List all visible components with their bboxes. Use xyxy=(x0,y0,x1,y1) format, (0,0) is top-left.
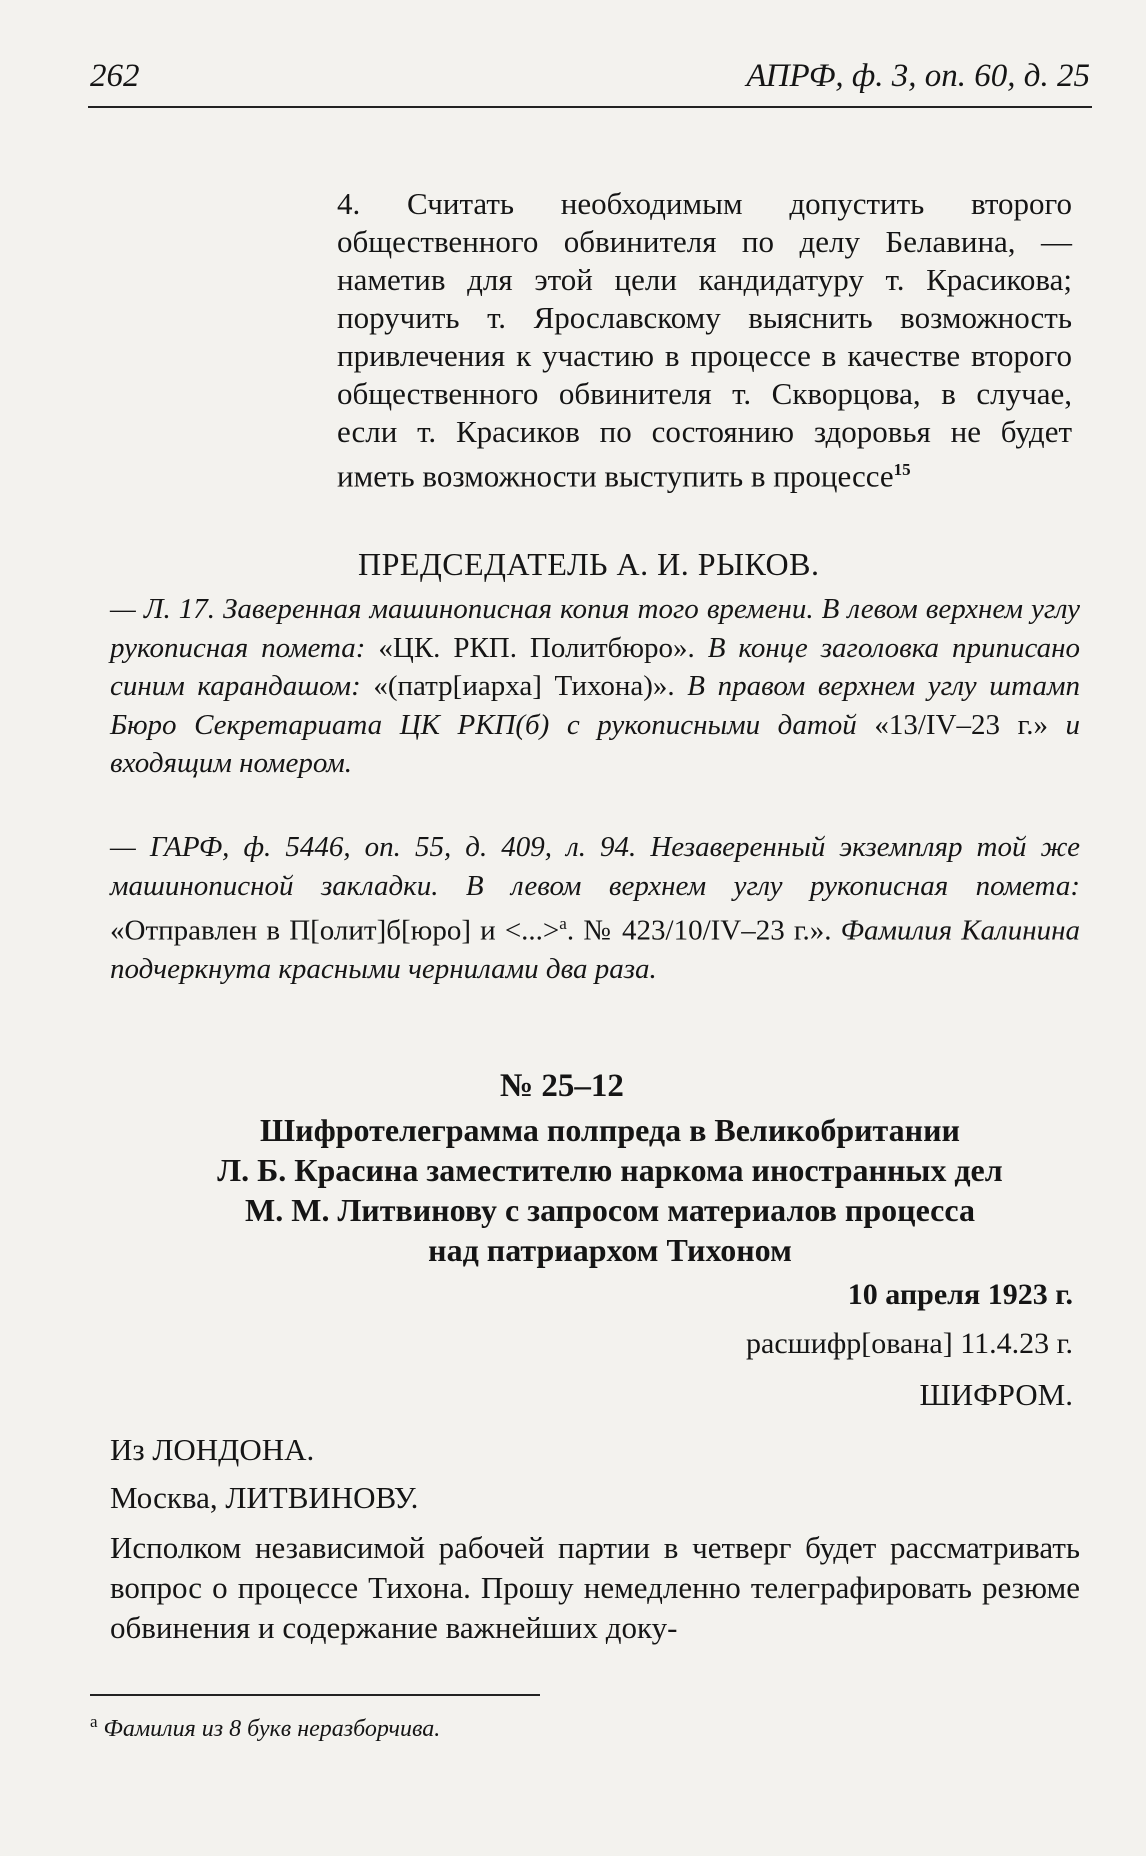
note2-footnote-mark: а xyxy=(559,914,567,933)
cipher-mark: ШИФРОМ. xyxy=(919,1377,1073,1412)
footnote-ref-15: 15 xyxy=(893,460,911,479)
resolution-point-4 xyxy=(337,185,1072,495)
archive-reference: АПРФ, ф. 3, оп. 60, д. 25 xyxy=(746,58,1090,94)
note1-text-1: — Л. 17. Заверенная машинописная копия того времени. В левом верхнем углу рукописная помета: xyxy=(110,593,1080,664)
footnote-mark: а xyxy=(90,1712,98,1731)
note2-quote-1: «Отправлен в П[олит]б[юро] и <...> xyxy=(110,914,560,947)
archival-note-2 xyxy=(110,828,1080,989)
running-header xyxy=(90,58,1090,110)
chairman-signature: ПРЕДСЕДАТЕЛЬ А. И. РЫКОВ. xyxy=(358,546,820,582)
note1-text-4: и входящим номером. xyxy=(110,708,1081,779)
title-line: Л. Б. Красина заместителю наркома иностранных дел xyxy=(217,1152,1003,1188)
footnote xyxy=(90,1712,440,1743)
telegram-body: Исполком независимой рабочей партии в четверг будет рассматривать вопрос о процессе Тихона. Прошу немедленно телеграфировать резюме обвинения и содержание важнейших доку- xyxy=(110,1530,1080,1645)
note1-quote-3: «13/IV–23 г.» xyxy=(874,708,1048,741)
footnote-text: Фамилия из 8 букв неразборчива. xyxy=(103,1716,441,1742)
note1-text-3: В правом верхнем углу штамп Бюро Секретариата ЦК РКП(б) с рукописными датой xyxy=(110,670,1080,741)
note1-quote-1: «ЦК. РКП. Политбюро». xyxy=(378,631,695,664)
title-line: над патриархом Тихоном xyxy=(428,1232,792,1268)
page-number: 262 xyxy=(90,58,140,94)
note1-quote-2: «(патр[иарха] Тихона)». xyxy=(373,670,675,702)
title-line: М. М. Литвинову с запросом материалов процесса xyxy=(245,1192,975,1228)
note2-text-2: Фамилия Калинина подчеркнута красными чернилами два раза. xyxy=(110,914,1080,986)
note1-text-2: В конце заголовка приписано синим карандашом: xyxy=(110,631,1080,702)
document-date: 10 апреля 1923 г. xyxy=(847,1278,1073,1311)
sender-line: Из ЛОНДОНА. xyxy=(110,1432,315,1467)
note2-quote-2: . № 423/10/IV–23 г.». xyxy=(566,914,832,947)
footnote-rule xyxy=(90,1694,540,1696)
point-4-text: 4. Считать необходимым допустить второго общественного обвинителя по делу Белавина, — наметив для этой цели кандидатуру т. Красикова; поручить т. Ярославскому выяснить возможность привлечения к участию в процессе в качестве второго общественного обвинителя т. Скворцова, в случае, если т. Красиков по состоянию здоровья не будет иметь возможности выступить в процессе xyxy=(337,186,1072,494)
document-title xyxy=(140,1110,1080,1270)
recipient-line: Москва, ЛИТВИНОВУ. xyxy=(110,1480,419,1515)
document-number: № 25–12 xyxy=(500,1068,624,1104)
archival-note-1 xyxy=(110,590,1080,783)
decoded-date: расшифр[ована] 11.4.23 г. xyxy=(746,1327,1073,1360)
note2-text-1: — ГАРФ, ф. 5446, оп. 55, д. 409, л. 94. Незаверенный экземпляр той же машинописной закладки. В левом верхнем углу рукописная помета: xyxy=(110,831,1080,902)
header-rule xyxy=(88,106,1092,108)
title-line: Шифротелеграмма полпреда в Великобритании xyxy=(260,1112,960,1148)
